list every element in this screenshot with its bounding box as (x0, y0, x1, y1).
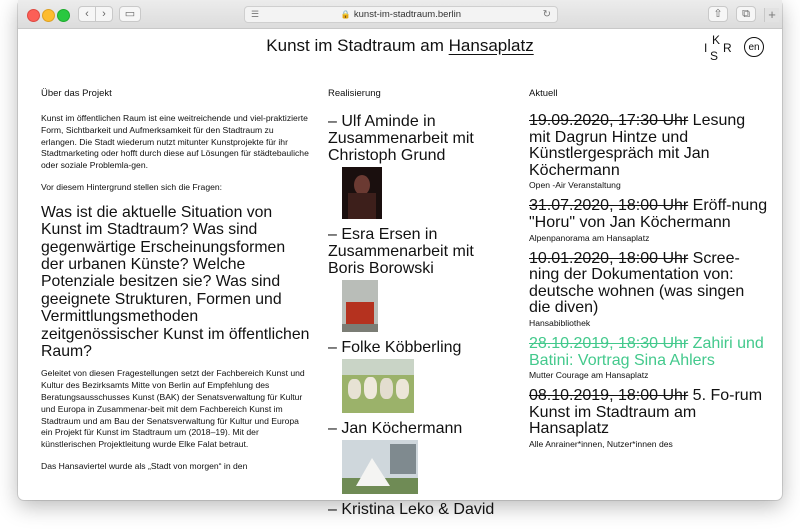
realisation-heading: Realisierung (328, 88, 381, 99)
sidebar-icon: ▭ (124, 8, 136, 20)
sidebar-toggle-button[interactable] (119, 6, 141, 22)
event-location: Open -Air Veranstaltung (529, 180, 621, 191)
logo-letter-s: S (710, 49, 719, 63)
event-item[interactable] (529, 251, 769, 328)
artist-link[interactable]: – Kristina Leko & David (328, 501, 495, 518)
site-title[interactable] (18, 36, 782, 56)
event-title[interactable]: 08.10.2019, 18:00 Uhr 5. Fo-rum Kunst im Stadtraum am Hansaplatz (529, 387, 763, 438)
about-paragraph: Das Hansaviertel wurde als „Stadt von morgen“ in den (41, 461, 248, 472)
event-date: 19.09.2020, 17:30 Uhr (529, 112, 689, 129)
news-heading: Aktuell (529, 88, 558, 99)
about-questions: Was ist die aktuelle Situation von Kunst im Stadtraum? Was sind gegenwärtige Erscheinungsformen der urbanen Künste? Welche Potenziale besitzen sie? Was sind geeignete Strukturen, Formen und Vermittlungsmethoden zeitgenössischer Kunst im öffentlichen Raum? (41, 203, 310, 361)
logo-letter-k: K (712, 33, 721, 47)
artist-thumbnail[interactable] (342, 440, 418, 494)
artist-thumbnail[interactable] (342, 359, 414, 413)
iksr-logo[interactable] (702, 35, 736, 65)
lock-icon: 🔒 (340, 10, 351, 19)
event-date: 28.10.2019, 18:30 Uhr (529, 334, 689, 352)
tabs-icon: ⧉ (742, 8, 750, 20)
zoom-window-button[interactable] (57, 9, 70, 22)
minimize-window-button[interactable] (42, 9, 55, 22)
artist-thumbnail[interactable] (342, 280, 378, 332)
news-column (529, 113, 769, 457)
about-paragraph: Geleitet von diesen Fragestellungen setzt der Fachbereich Kunst und Kultur des Bezirksamts Mitte von Berlin auf Empfehlung des Beratungsausschusses Kunst (BAK) der Senatsverwaltung für Kultur und Europa in Zusammenar-beit mit dem Fachbereich Kunst im Stadtraum und am Bau der Senatsverwaltung für Kultur und Europa ein Projekt für Kunst im Stadtraum um (2018–19). Mit der künstlerischen Projektleitung wurde Elke Falat betraut. (41, 368, 305, 450)
browser-toolbar (18, 0, 782, 29)
about-heading: Über das Projekt (41, 88, 112, 99)
new-tab-button[interactable]: + (764, 8, 779, 22)
about-paragraph: Kunst im öffentlichen Raum ist eine weitreichende und viel-praktizierte Form, Sichtbarkeit und Aufmerksamkeit für den Stadtraum zu erlangen. Die Stadt wiederum nutzt mitunter Kunstprojekte für ihr Stadtmarketing oder hofft durch diese auf Lösungen für städtebauliche oder soziale Problemla-gen. (41, 113, 309, 171)
artist-link[interactable]: – Jan Köchermann (328, 420, 463, 437)
language-switch-button[interactable]: en (744, 37, 764, 57)
about-paragraph: Vor diesem Hintergrund stellen sich die Fragen: (41, 181, 223, 192)
site-title-prefix: Kunst im Stadtraum am (266, 36, 449, 55)
browser-window (18, 0, 782, 518)
event-title[interactable]: 31.07.2020, 18:00 Uhr Eröff-nung "Horu" von Jan Köchermann (529, 197, 768, 231)
event-date: 31.07.2020, 18:00 Uhr (529, 197, 689, 215)
artist-link[interactable]: – Esra Ersen in Zusammenarbeit mit Boris Borowski (328, 226, 474, 277)
event-location: Mutter Courage am Hansaplatz (529, 370, 649, 381)
reload-icon[interactable]: ↻ (542, 9, 551, 20)
event-title[interactable]: 10.01.2020, 18:00 Uhr Scree-ning der Dokumentation von: deutsche wohnen (was singen die diven) (529, 249, 745, 317)
logo-letter-r: R (723, 41, 732, 55)
artist-thumbnail[interactable] (342, 167, 382, 219)
event-item[interactable] (529, 388, 769, 449)
about-column (41, 113, 311, 483)
address-bar[interactable] (244, 6, 558, 23)
event-title[interactable]: 28.10.2019, 18:30 Uhr Zahiri und Batini: Vortrag Sina Ahlers (529, 334, 764, 369)
url-text: kunst-im-stadtraum.berlin (353, 9, 462, 20)
event-item[interactable] (529, 198, 769, 242)
chevron-left-icon: ‹ (85, 8, 89, 20)
event-item[interactable] (529, 113, 769, 190)
reader-icon[interactable]: ☰ (251, 9, 260, 19)
event-date: 08.10.2019, 18:00 Uhr (529, 387, 689, 405)
artist-link[interactable]: – Ulf Aminde in Zusammenarbeit mit Christoph Grund (328, 113, 474, 164)
page-content (18, 29, 782, 518)
share-button[interactable] (708, 6, 728, 22)
artist-link[interactable]: – Folke Köbberling (328, 339, 462, 356)
event-title[interactable]: 19.09.2020, 17:30 Uhr Lesung mit Dagrun Hintze und Künstlergespräch mit Jan Köchermann (529, 112, 746, 179)
site-title-link[interactable]: Hansaplatz (448, 36, 534, 55)
close-window-button[interactable] (27, 9, 40, 22)
event-location: Alpenpanorama am Hansaplatz (529, 232, 650, 243)
event-date: 10.01.2020, 18:00 Uhr (529, 249, 689, 267)
event-location: Alle Anrainer*innen, Nutzer*innen des (529, 438, 673, 449)
forward-button[interactable] (95, 6, 113, 22)
event-item-highlighted[interactable] (529, 336, 769, 380)
logo-letter-i: I (704, 41, 708, 55)
back-button[interactable] (78, 6, 96, 22)
share-icon: ⇧ (713, 8, 723, 20)
chevron-right-icon: › (102, 8, 106, 20)
event-location: Hansabibliothek (529, 317, 591, 328)
tab-overview-button[interactable] (736, 6, 756, 22)
realisation-column (328, 113, 508, 518)
